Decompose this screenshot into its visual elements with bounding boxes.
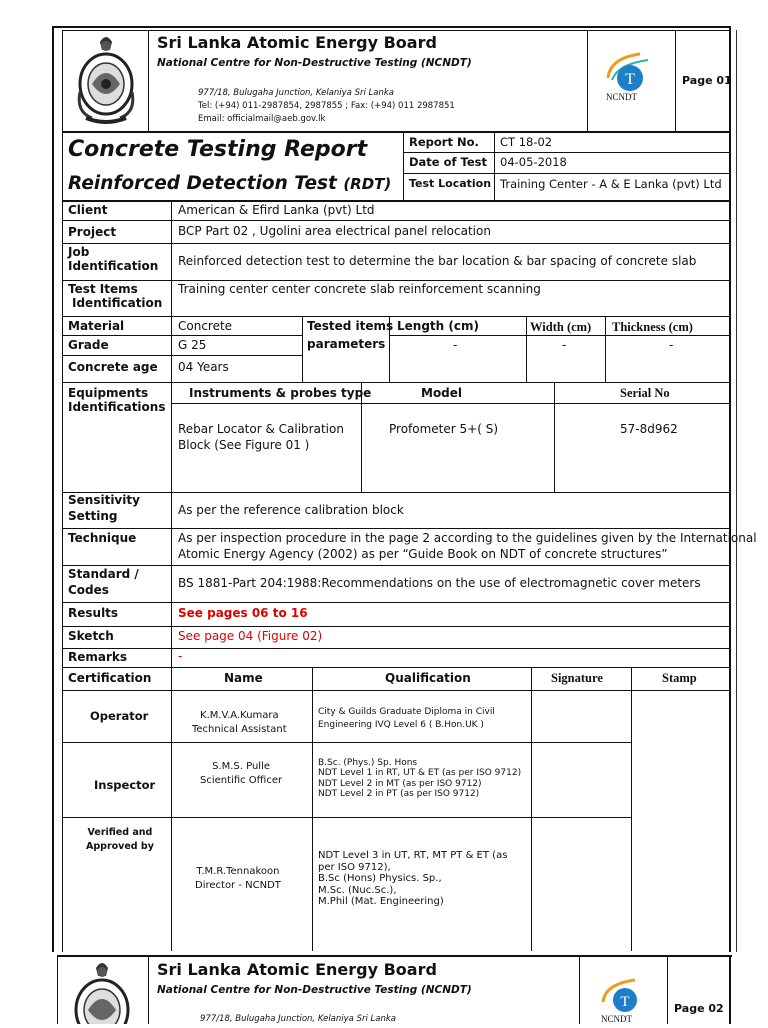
material-label: Material <box>68 319 125 333</box>
phone-line: Tel: (+94) 011-2987854, 2987855 ; Fax: (+94) 011 2987851 <box>198 101 455 111</box>
location-value: Training Center - A & E Lanka (pvt) Ltd <box>500 177 722 191</box>
sensitivity-value: As per the reference calibration block <box>178 503 404 517</box>
tested-items-label: Tested items parameters <box>307 319 394 351</box>
page2-logo-caption: NCNDT <box>601 1014 632 1024</box>
report-title: Concrete Testing Report <box>68 137 368 162</box>
ncndt-logo-icon <box>600 50 660 110</box>
page2-org-subtitle: National Centre for Non-Destructive Testing (NCNDT) <box>157 984 472 996</box>
qualification-header: Qualification <box>385 671 471 685</box>
report-no-label: Report No. <box>409 135 479 149</box>
stamp-header: Stamp <box>662 671 697 685</box>
report-subtitle: Reinforced Detection Test (RDT) <box>68 173 392 194</box>
standard-label: Standard / Codes <box>68 567 139 597</box>
verified-role: Verified and Approved by <box>86 827 154 852</box>
page-number: Page 01 <box>682 74 732 87</box>
operator-name: K.M.V.A.Kumara Technical Assistant <box>192 710 287 735</box>
page2-address-line: 977/18, Bulugaha Junction, Kelaniya Sri Lanka <box>200 1014 396 1024</box>
length-label: Length (cm) <box>397 319 479 333</box>
page2-number: Page 02 <box>674 1002 724 1015</box>
thickness-value: - <box>669 338 674 352</box>
technique-value: As per inspection procedure in the page 2 according to the guidelines given by the International Atomic Energy Agency (2002) as per “Guide Book on NDT of concrete structures” <box>178 531 757 561</box>
length-value: - <box>453 338 458 352</box>
model-value: Profometer 5+( S) <box>389 422 498 436</box>
client-label: Client <box>68 203 108 217</box>
job-label: Job Identification <box>68 245 159 273</box>
sensitivity-label: Sensitivity Setting <box>68 493 140 523</box>
instruments-header: Instruments & probes type <box>189 386 372 400</box>
sketch-label: Sketch <box>68 629 114 643</box>
serial-value: 57-8d962 <box>620 422 678 436</box>
address-line: 977/18, Bulugaha Junction, Kelaniya Sri Lanka <box>198 88 394 98</box>
standard-value: BS 1881-Part 204:1988:Recommendations on the use of electromagnetic cover meters <box>178 576 701 590</box>
test-items-label: Test Items Identification <box>68 282 163 310</box>
operator-qualification: City & Guilds Graduate Diploma in Civil Engineering IVQ Level 6 ( B.Hon.UK ) <box>318 707 495 731</box>
width-label: Width (cm) <box>530 320 592 334</box>
concrete-age-value: 04 Years <box>178 360 229 374</box>
certification-label: Certification <box>68 671 152 685</box>
client-value: American & Efird Lanka (pvt) Ltd <box>178 203 375 217</box>
aeb-seal-icon <box>72 32 140 126</box>
verified-name: T.M.R.Tennakoon Director - NCNDT <box>195 866 281 891</box>
inspector-role: Inspector <box>94 778 156 792</box>
org-subtitle: National Centre for Non-Destructive Testing (NCNDT) <box>157 57 472 69</box>
date-value: 04-05-2018 <box>500 155 567 169</box>
thickness-label: Thickness (cm) <box>612 320 693 334</box>
logo-caption: NCNDT <box>606 92 637 102</box>
remarks-label: Remarks <box>68 650 128 664</box>
signature-header: Signature <box>551 671 603 685</box>
org-name: Sri Lanka Atomic Energy Board <box>157 33 437 52</box>
inspector-name: S.M.S. Pulle Scientific Officer <box>200 761 283 786</box>
project-value: BCP Part 02 , Ugolini area electrical panel relocation <box>178 224 491 238</box>
instrument-value: Rebar Locator & Calibration Block (See Figure 01 ) <box>178 422 344 452</box>
aeb-seal-icon <box>68 958 136 1024</box>
sketch-value: See page 04 (Figure 02) <box>178 629 323 643</box>
project-label: Project <box>68 225 117 239</box>
job-value: Reinforced detection test to determine the bar location & bar spacing of concrete slab <box>178 254 697 268</box>
concrete-age-label: Concrete age <box>68 360 158 374</box>
verified-qualification: NDT Level 3 in UT, RT, MT PT & ET (as per ISO 9712), B.Sc (Hons) Physics. Sp., M.Sc. (Nuc.Sc.), M.Phil (Mat. Engineering) <box>318 850 508 907</box>
grade-value: G 25 <box>178 338 207 352</box>
test-items-value: Training center center concrete slab reinforcement scanning <box>178 282 541 296</box>
ncndt-logo-icon <box>595 976 655 1024</box>
grade-label: Grade <box>68 338 109 352</box>
inspector-qualification: B.Sc. (Phys.) Sp. Hons NDT Level 1 in RT, UT & ET (as per ISO 9712) NDT Level 2 in MT (as per ISO 9712) NDT Level 2 in PT (as per ISO 9712) <box>318 758 522 800</box>
results-label: Results <box>68 606 119 620</box>
technique-label: Technique <box>68 531 137 545</box>
report-no-value: CT 18-02 <box>500 135 553 149</box>
results-value: See pages 06 to 16 <box>178 606 308 620</box>
width-value: - <box>562 338 567 352</box>
location-label: Test Location <box>409 177 492 190</box>
equipments-label: Equipments Identifications <box>68 386 166 414</box>
serial-header: Serial No <box>620 386 670 400</box>
email-line: Email: officialmail@aeb.gov.lk <box>198 114 326 124</box>
operator-role: Operator <box>90 709 149 723</box>
model-header: Model <box>421 386 463 400</box>
date-label: Date of Test <box>409 155 487 169</box>
material-value: Concrete <box>178 319 233 333</box>
svg-text:T: T <box>625 71 635 88</box>
svg-text:T: T <box>620 994 630 1010</box>
page2-org-name: Sri Lanka Atomic Energy Board <box>157 960 437 979</box>
remarks-value: - <box>178 649 183 663</box>
name-header: Name <box>224 671 263 685</box>
